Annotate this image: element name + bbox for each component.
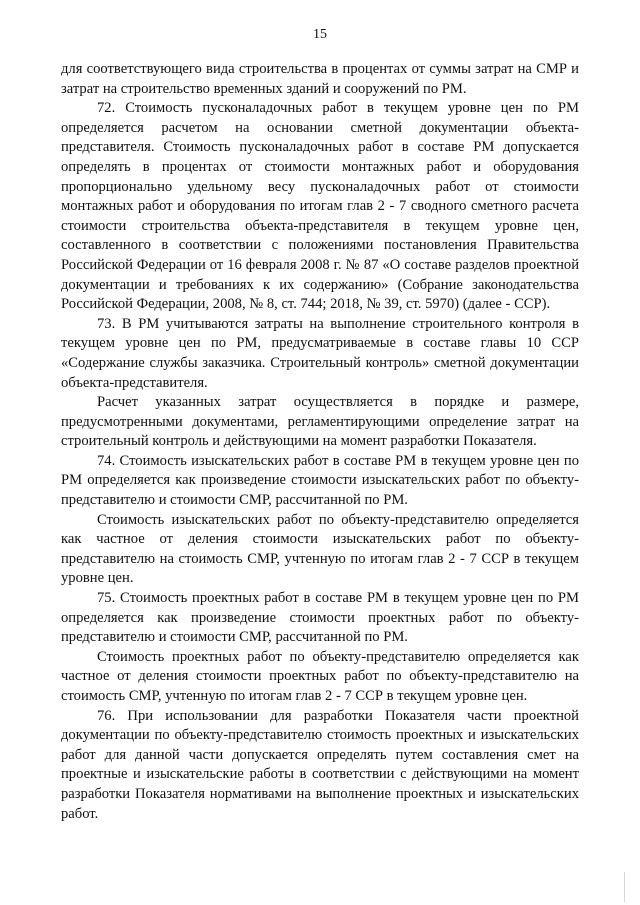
paragraph-75-design-cost: Стоимость проектных работ по объекту-представителю определяется как частное от деления стоимости проектных работ по объекту-представителю на стоимость СМР, учтенную по итогам глав 2 - 7 ССР в текущем уровне цен. xyxy=(61,648,579,704)
paragraph-74-survey-cost: Стоимость изыскательских работ по объекту-представителю определяется как частное от деления стоимости изыскательских работ по объекту-представителю на стоимость СМР, учтенную по итогам глав 2 - 7 ССР в текущем уровне цен. xyxy=(61,511,579,587)
paragraph-75: 75. Стоимость проектных работ в составе РМ в текущем уровне цен по РМ определяется как произведение стоимости проектных работ по объекту-представителю и стоимости СМР, рассчитанной по РМ. xyxy=(61,590,579,646)
scan-edge-mark xyxy=(624,872,639,902)
paragraph-76: 76. При использовании для разработки Показателя части проектной документации по объекту-представителю стоимость проектных и изыскательских работ для данной части допускается определять путем составления смет на проектные и изыскательские работы в соответствии с действующими на момент разработки Показателя нормативами на выполнение проектных и изыскательских работ. xyxy=(61,707,579,822)
paragraph-73: 73. В РМ учитываются затраты на выполнение строительного контроля в текущем уровне цен по РМ, предусматриваемые в составе главы 10 ССР «Содержание службы заказчика. Строительный контроль» сметной документации объекта-представителя. xyxy=(61,315,579,391)
paragraph-continuation: для соответствующего вида строительства в процентах от суммы затрат на СМР и затрат на строительство временных зданий и сооружений по РМ. xyxy=(61,61,579,97)
page-number: 15 xyxy=(313,27,327,42)
document-body xyxy=(61,60,579,824)
paragraph-74: 74. Стоимость изыскательских работ в составе РМ в текущем уровне цен по РМ определяется как произведение стоимости изыскательских работ по объекту-представителю и стоимости СМР, рассчитанной по РМ. xyxy=(61,452,579,509)
paragraph-72: 72. Стоимость пусконаладочных работ в текущем уровне цен по РМ определяется расчетом на основании сметной документации объекта-представителя. Стоимость пусконаладочных работ в составе РМ допускается определять в процентах от стоимости монтажных работ и оборудования пропорционально удельному весу пусконаладочных работ от стоимости монтажных работ и оборудования по итогам глав 2 - 7 сводного сметного расчета стоимости строительства объекта-представителя в текущем уровне цен, составленного в соответствии с положениями постановления Правительства Российской Федерации от 16 февраля 2008 г. № 87 «О составе разделов проектной документации и требованиях к их содержанию» (Собрание законодательства Российской Федерации, 2008, № 8, ст. 744; 2018, № 39, ст. 5970) (далее - ССР). xyxy=(61,100,579,313)
paragraph-73-calculation: Расчет указанных затрат осуществляется в порядке и размере, предусмотренными документами, регламентирующими определение затрат на строительный контроль и действующими на момент разработки Показателя. xyxy=(61,394,579,450)
